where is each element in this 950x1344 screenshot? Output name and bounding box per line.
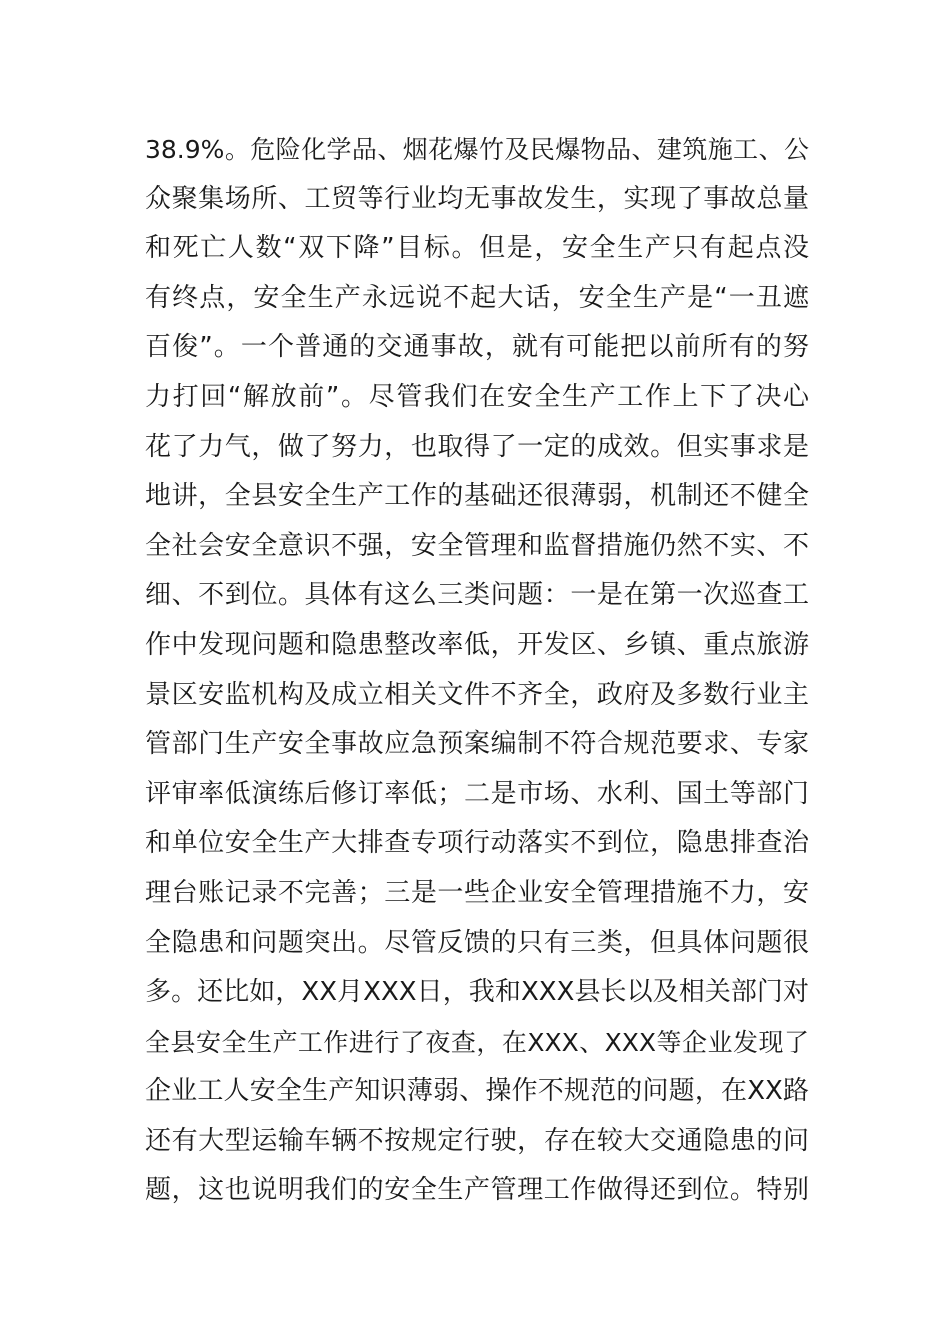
text-line: 还有大型运输车辆不按规定行驶，存在较大交通隐患的问 <box>145 1125 809 1156</box>
text-line: 管部门生产安全事故应急预案编制不符合规范要求、专家 <box>145 729 809 760</box>
text-line: 花了力气，做了努力，也取得了一定的成效。但实事求是 <box>145 431 809 462</box>
text-line: 38.9%。危险化学品、烟花爆竹及民爆物品、建筑施工、公 <box>145 135 809 164</box>
text-line: 和死亡人数“双下降”目标。但是，安全生产只有起点没 <box>145 233 809 264</box>
text-line: 多。还比如，XX月XXX日，我和XXX县长以及相关部门对 <box>145 977 809 1008</box>
text-line: 众聚集场所、工贸等行业均无事故发生，实现了事故总量 <box>145 183 809 214</box>
text-line: 全县安全生产工作进行了夜查，在XXX、XXX等企业发现了 <box>145 1027 809 1057</box>
text-line: 企业工人安全生产知识薄弱、操作不规范的问题，在XX路 <box>145 1076 809 1107</box>
text-line: 理台账记录不完善；三是一些企业安全管理措施不力，安 <box>145 877 809 908</box>
text-line: 题，这也说明我们的安全生产管理工作做得还到位。特别 <box>145 1175 809 1206</box>
text-line: 和单位安全生产大排查专项行动落实不到位，隐患排查治 <box>145 828 809 859</box>
text-line: 细、不到位。具体有这么三类问题：一是在第一次巡查工 <box>145 580 809 611</box>
text-line: 全隐患和问题突出。尽管反馈的只有三类，但具体问题很 <box>145 927 809 958</box>
text-line: 有终点，安全生产永远说不起大话，安全生产是“一丑遮 <box>145 282 809 313</box>
text-line: 力打回“解放前”。尽管我们在安全生产工作上下了决心 <box>145 381 809 412</box>
text-line: 评审率低演练后修订率低；二是市场、水利、国土等部门 <box>145 778 809 809</box>
text-line: 作中发现问题和隐患整改率低，开发区、乡镇、重点旅游 <box>145 629 809 660</box>
text-line: 地讲，全县安全生产工作的基础还很薄弱，机制还不健全 <box>145 481 809 512</box>
text-line: 全社会安全意识不强，安全管理和监督措施仍然不实、不 <box>145 530 809 561</box>
text-line: 景区安监机构及成立相关文件不齐全，政府及多数行业主 <box>145 679 809 710</box>
body-text <box>145 125 809 1216</box>
text-line: 百俊”。一个普通的交通事故，就有可能把以前所有的努 <box>145 332 809 363</box>
